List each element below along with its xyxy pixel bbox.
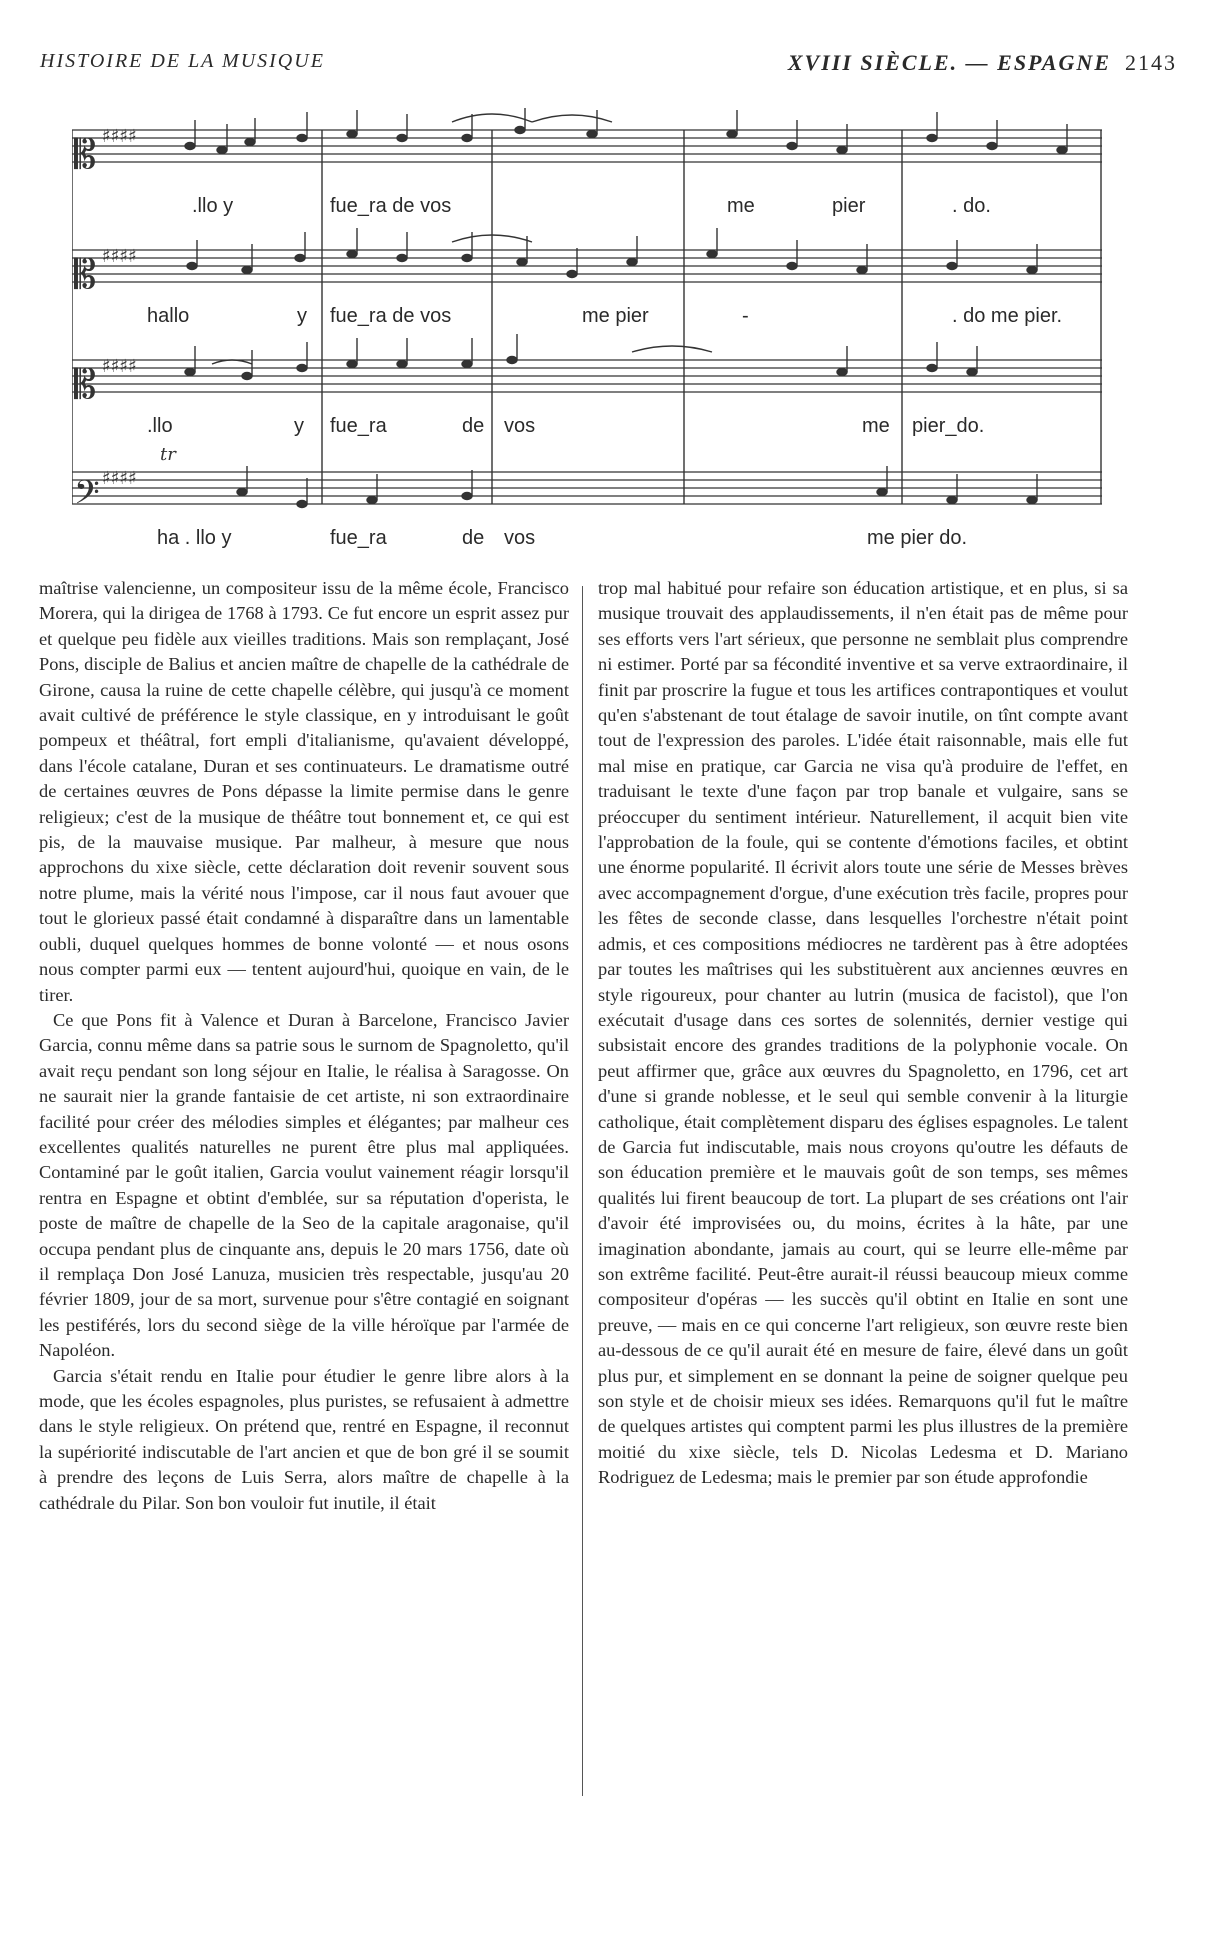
- sharp-icon: ♯♯♯♯: [102, 356, 137, 377]
- paragraph: Ce que Pons fit à Valence et Duran à Barcelone, Francisco Javier Garcia, connu même dans sa patrie sous le surnom de Spagnoletto, qu'il avait reçu pendant son long séjour en Italie, le réalisa à Saragosse. On ne saurait nier la grande fantaisie de cet artiste, ni son extraordinaire facilité pour créer des mélodies simples et élégantes; par malheur ces excellentes qualités naturelles ne purent être plus mal appliquées. Contaminé par le goût italien, Garcia voulut vainement réagir lorsqu'il rentra en Espagne et obtint d'emblée, sur sa réputation d'operista, le poste de maître de chapelle de la Seo de la capitale aragonaise, qu'il occupa pendant plus de cinquante ans, depuis le 20 mars 1756, date où il remplaça Don José Lanuza, musicien très respectable, jusqu'au 20 février 1809, jour de sa mort, survenue pour s'être contagié en soignant les pestiférés, lors du second siège de la ville héroïque par l'armée de Napoléon.: [39, 1009, 569, 1361]
- lyric: . do me pier.: [952, 305, 1063, 327]
- lyric: -: [742, 305, 749, 327]
- lyric: vos: [504, 527, 536, 549]
- column-divider: [582, 586, 583, 1796]
- lyric: de: [462, 415, 485, 437]
- lyric: . do.: [952, 195, 991, 217]
- lyric: me pier: [582, 305, 649, 327]
- lyric: vos: [504, 415, 536, 437]
- lyric: fue_ra: [330, 527, 387, 549]
- music-score: [72, 108, 1102, 558]
- lyric: me: [862, 415, 890, 437]
- paragraph: Garcia s'était rendu en Italie pour étudier le genre libre alors à la mode, que les écoles espagnoles, plus puristes, se refusaient à admettre dans le style religieux. On prétend que, rentré en Espagne, il reconnut la supériorité indiscutable de l'art ancien et que de bon gré il se soumit à prendre des leçons de Luis Serra, alors maître de chapelle à la cathédrale du Pilar. Son bon vouloir fut inutile, il était: [39, 1365, 569, 1513]
- staff-3: [72, 360, 1102, 392]
- clef-icon: 𝄡: [74, 132, 97, 178]
- lyric: .llo y: [192, 195, 234, 217]
- lyric: me pier do.: [867, 527, 968, 549]
- staff-2-notes: [187, 228, 1037, 278]
- header-chapter: XVIII SIÈCLE. — ESPAGNE: [787, 50, 1111, 75]
- page-number: 2143: [1125, 50, 1177, 75]
- lyric: fue_ra: [330, 415, 387, 437]
- sharp-icon: ♯♯♯♯: [102, 468, 137, 489]
- lyric: fue_ra de vos: [330, 305, 452, 327]
- lyric: ha . llo y: [157, 527, 232, 549]
- clef-icon: 𝄢: [74, 474, 100, 520]
- lyric: me: [727, 195, 755, 217]
- staff-1-notes: [185, 108, 1067, 154]
- lyric: hallo: [147, 305, 190, 327]
- lyric: de: [462, 527, 485, 549]
- header-book-title: HISTOIRE DE LA MUSIQUE: [40, 50, 325, 72]
- left-text-column: [39, 576, 569, 1516]
- paragraph: trop mal habitué pour refaire son éducation artistique, et en plus, si sa musique trouvait des applaudissements, il n'en était pas de même pour ses efforts vers l'art sérieux, que personne ne semblait plus comprendre ni estimer. Porté par sa fécondité inventive et sa verve extraordinaire, il finit par proscrire la fugue et tous les artifices contrapontiques et voulut qu'en s'abstenant de tout étalage de savoir inutile, on tînt compte avant tout de l'expression des paroles. L'idée était raisonnable, mais elle fut mal mise en pratique, car Garcia ne visa qu'à produire de l'effet, en traduisant le texte d'une façon par trop banale et vulgaire, sans se préoccuper du sentiment intérieur. Naturellement, il acquit bien vite l'approbation de la foule, qui se contente d'émotions faciles, et obtint une énorme popularité. Il écrivit alors toute une série de Messes brèves avec accompagnement d'orgue, d'une exécution très facile, propres pour les fêtes de seconde classe, dans lesquelles l'orchestre n'était point admis, et ces compositions médiocres ne tardèrent pas à être adoptées par toutes les maîtrises qui les substituèrent aux anciennes œuvres en style rigoureux, pour chanter au lutrin (musica de facistol), que l'on exécutait d'usage dans ces sortes de solennités, dernier vestige qui subsistait encore des grandes traditions de la polyphonie vocale. On peut affirmer que, grâce aux œuvres du Spagnoletto, en 1796, cet art d'une si grande noblesse, et le seul qui semble convenir à la liturgie catholique, était complètement disparu des églises espagnoles. Le talent de Garcia fut indiscutable, mais nous croyons qu'outre les défauts de son éducation première et le mauvais goût de son temps, ses mêmes qualités lui firent beaucoup de tort. La plupart de ses créations ont l'air d'avoir été improvisées ou, du moins, écrites à la hâte, par une imagination abondante, jamais au court, qui se leurre elle-même par son extrême facilité. Peut-être aurait-il réussi beaucoup mieux comme compositeur d'opéras — les succès qu'il obtint en Italie en sont une preuve, — mais en ce qui concerne l'art religieux, son œuvre reste bien au-dessous de ce qu'il aurait été en mesure de faire, élevé dans un goût plus pur, et simplement en se donnant la peine de soigner quelque peu son style et de choisir mieux ses idées. Remarquons qu'il fut le maître de quelques artistes qui comptent parmi les plus illustres de la première moitié du xixe siècle, tels D. Nicolas Ledesma et D. Mariano Rodriguez de Ledesma; mais le premier par son étude approfondie: [598, 578, 1128, 1488]
- right-text-column: [598, 576, 1128, 1491]
- lyric: pier: [832, 195, 866, 217]
- lyric: pier_do.: [912, 415, 985, 437]
- lyric: fue_ra de vos: [330, 195, 452, 217]
- lyric: y: [294, 415, 304, 437]
- lyric: .llo: [147, 415, 173, 437]
- lyric: y: [297, 305, 307, 327]
- running-header: [40, 50, 1177, 84]
- sharp-icon: ♯♯♯♯: [102, 246, 137, 267]
- paragraph: maîtrise valencienne, un compositeur issu de la même école, Francisco Morera, qui la dirigea de 1768 à 1793. Ce fut encore un esprit assez pur et quelque peu fidèle aux vieilles traditions. Mais son remplaçant, José Pons, disciple de Balius et ancien maître de chapelle de la cathédrale de Girone, causa la ruine de cette chapelle célèbre, qui jusqu'à ce moment avait cultivé de préférence le style classique, en y introduisant le goût pompeux et théâtral, fort empli d'italianisme, qu'avaient développé, dans l'école catalane, Duran et ses continuateurs. Le dramatisme outré de certaines œuvres de Pons dépasse la limite permise dans le genre religieux; c'est de la musique de théâtre tout bonnement et, ce qui est pis, de la mauvaise musique. Par malheur, à mesure que nous approchons du xixe siècle, cette déclaration doit revenir souvent sous notre plume, mais la vérité nous l'impose, car il nous faut avouer que tout le glorieux passé était condamné à disparaître dans un lamentable oubli, duquel quelques hommes de bonne volonté — et nous osons nous compter parmi eux — tentent aujourd'hui, quoique en vain, de le tirer.: [39, 578, 569, 1005]
- sharp-icon: ♯♯♯♯: [102, 126, 137, 147]
- clefs-and-keys: [74, 126, 137, 520]
- header-section: [788, 50, 1177, 76]
- clef-icon: 𝄡: [74, 252, 97, 298]
- clef-icon: 𝄡: [74, 362, 97, 408]
- trill-mark: tr: [160, 444, 176, 465]
- staff-3-notes: [185, 334, 977, 380]
